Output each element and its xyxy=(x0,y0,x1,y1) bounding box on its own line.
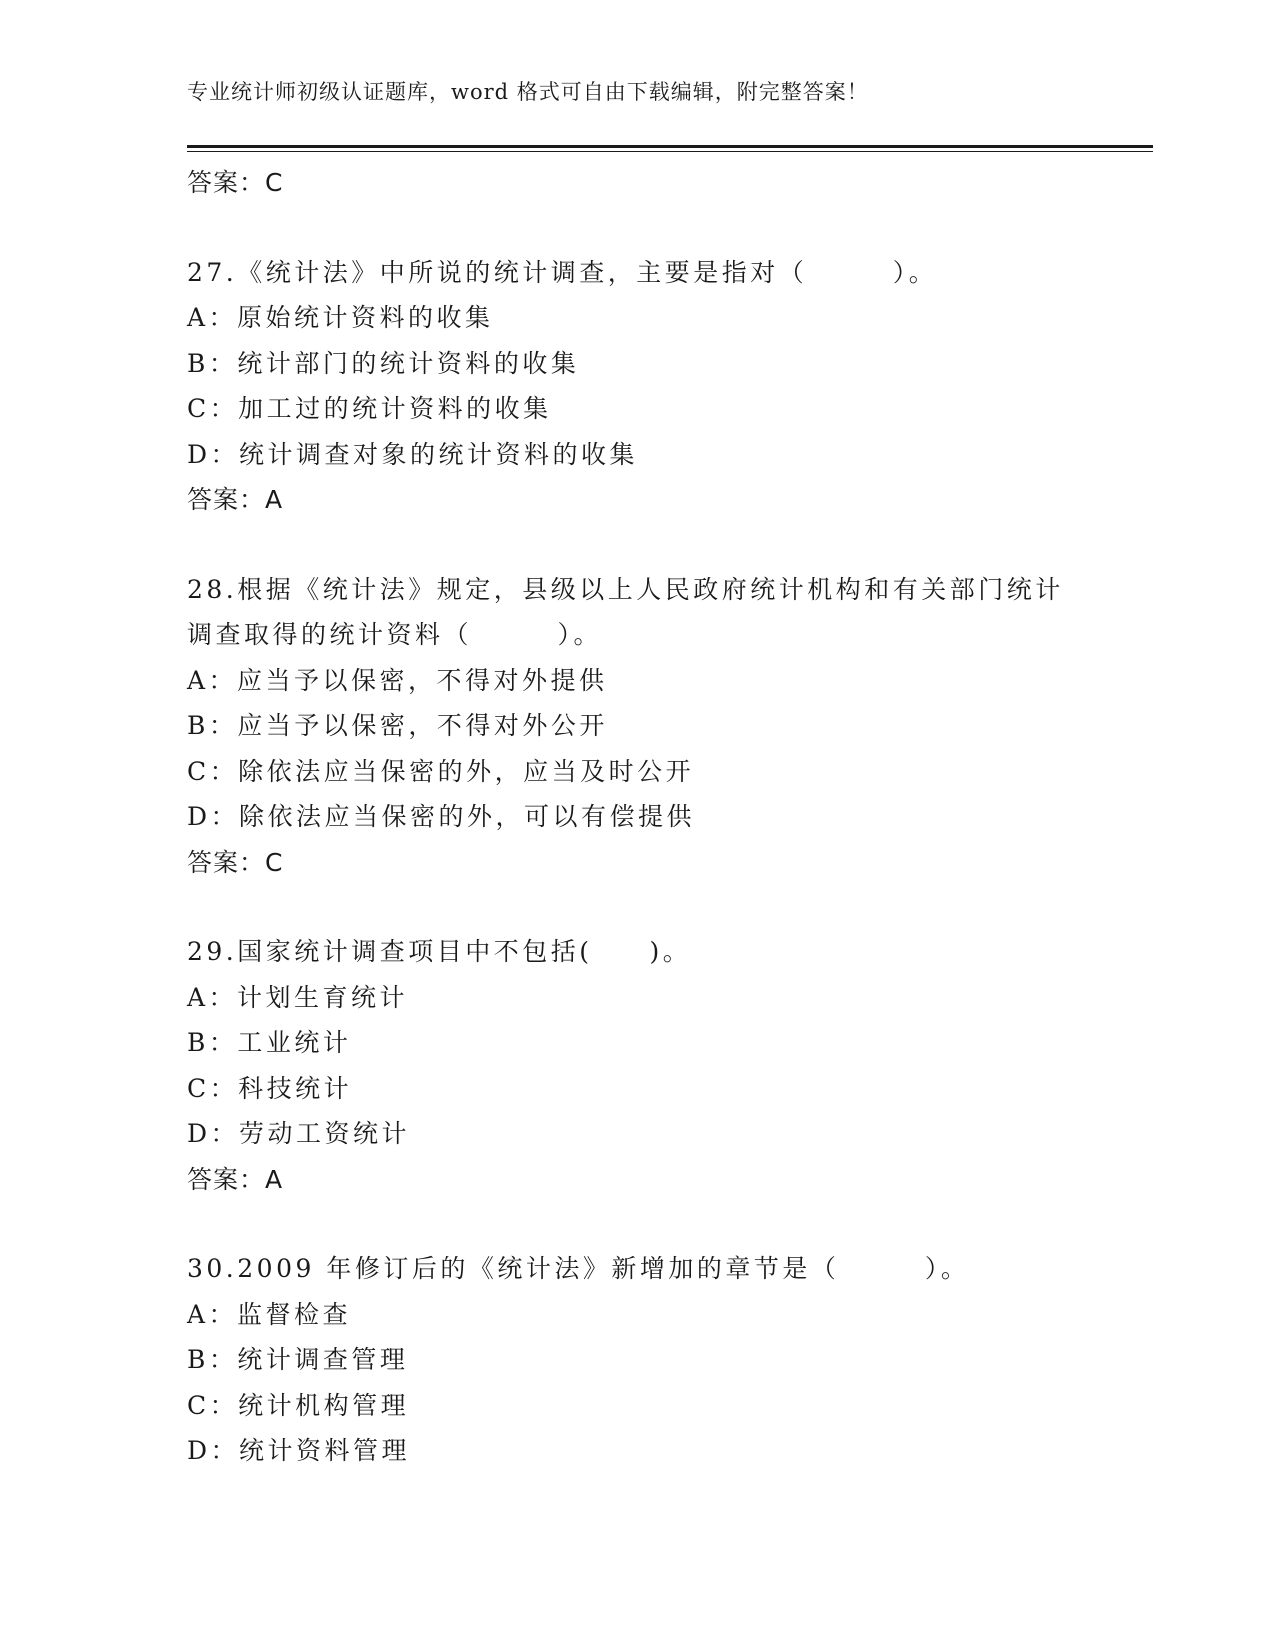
previous-answer: 答案：C xyxy=(187,168,284,197)
header-rule-thin xyxy=(187,151,1153,152)
header-rule-thick xyxy=(187,145,1153,148)
option-a: A：原始统计资料的收集 xyxy=(187,303,494,332)
option-b: B：统计调查管理 xyxy=(187,1345,409,1374)
question-answer: 答案：A xyxy=(187,485,284,514)
question-stem: 29.国家统计调查项目中不包括( )。 xyxy=(187,937,692,966)
spacer xyxy=(187,1202,1153,1246)
option-a: A：应当予以保密，不得对外提供 xyxy=(187,665,608,695)
option-b: B：应当予以保密，不得对外公开 xyxy=(187,711,608,740)
question-block xyxy=(187,929,1153,1202)
spacer xyxy=(187,523,1153,567)
question-stem-continued: 调查取得的统计资料（ ）。 xyxy=(187,620,603,649)
option-a: A：计划生育统计 xyxy=(187,982,409,1012)
question-list xyxy=(187,160,1153,1474)
question-block xyxy=(187,567,1153,886)
question-answer: 答案：C xyxy=(187,847,284,877)
question-block xyxy=(187,1246,1153,1474)
option-d: D：除依法应当保密的外，可以有偿提供 xyxy=(187,802,696,831)
option-b: B：统计部门的统计资料的收集 xyxy=(187,348,580,378)
option-d: D：劳动工资统计 xyxy=(187,1119,411,1148)
spacer xyxy=(187,206,1153,250)
option-b: B：工业统计 xyxy=(187,1028,352,1057)
option-c: C：加工过的统计资料的收集 xyxy=(187,394,552,423)
question-stem: 27.《统计法》中所说的统计调查，主要是指对（ ）。 xyxy=(187,257,938,287)
option-c: C：科技统计 xyxy=(187,1073,353,1103)
question-stem: 28.根据《统计法》规定，县级以上人民政府统计机构和有关部门统计 xyxy=(187,574,1064,604)
spacer xyxy=(187,885,1153,929)
page-header: 专业统计师初级认证题库，word 格式可自由下载编辑，附完整答案！ xyxy=(187,80,869,104)
question-stem: 30.2009 年修订后的《统计法》新增加的章节是（ ）。 xyxy=(187,1254,970,1283)
option-a: A：监督检查 xyxy=(187,1299,352,1329)
option-c: C：统计机构管理 xyxy=(187,1390,410,1420)
question-block xyxy=(187,250,1153,523)
option-c: C：除依法应当保密的外，应当及时公开 xyxy=(187,756,695,786)
option-d: D：统计调查对象的统计资料的收集 xyxy=(187,439,639,469)
question-answer: 答案：A xyxy=(187,1164,284,1194)
option-d: D：统计资料管理 xyxy=(187,1436,411,1465)
